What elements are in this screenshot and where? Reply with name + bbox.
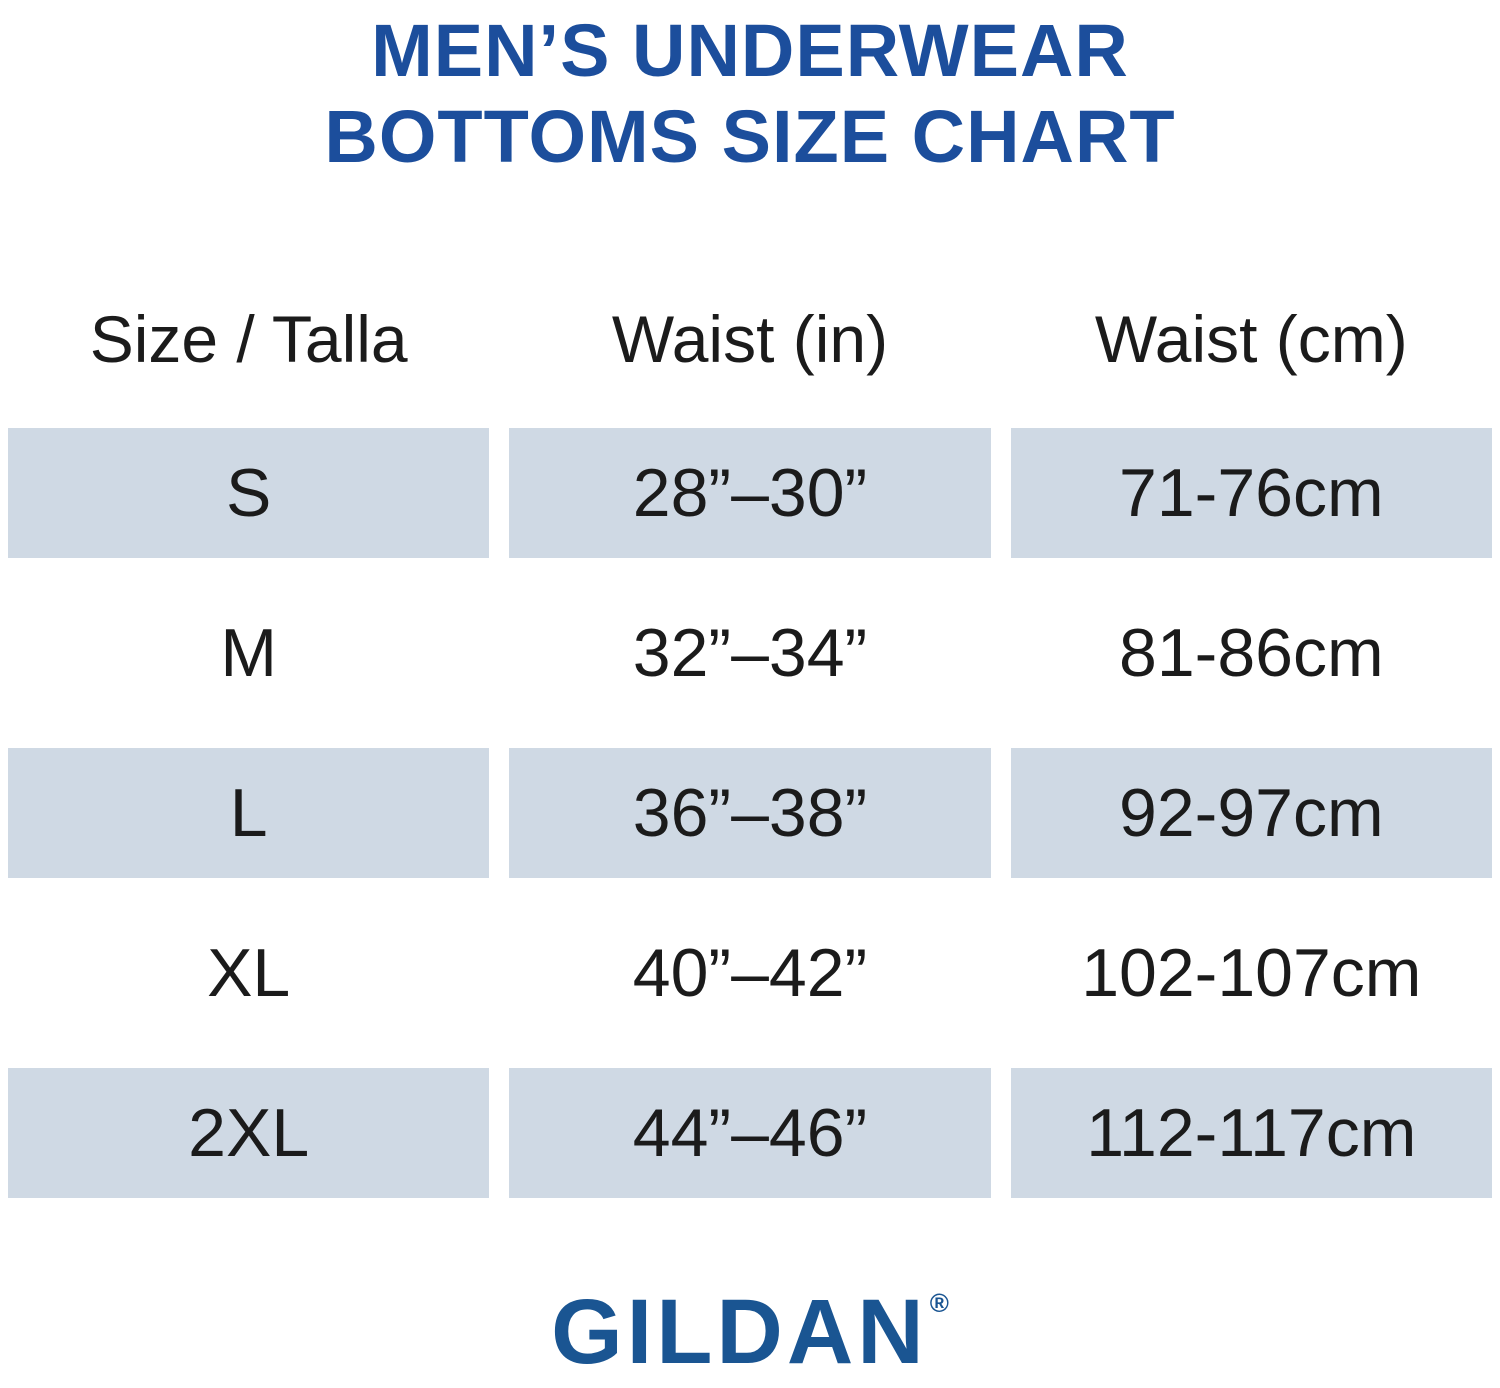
waist-in-cell: 28”–30” [509,428,990,558]
waist-in-cell: 40”–42” [632,935,868,1011]
waist-in-cell: 36”–38” [509,748,990,878]
page-title [0,0,1500,180]
waist-cm-cell: 71-76cm [1011,428,1492,558]
size-cell: S [8,428,489,558]
registered-trademark-icon: ® [929,1288,949,1318]
size-cell: L [8,748,489,878]
size-cell: M [220,615,277,691]
waist-in-cell: 44”–46” [509,1068,990,1198]
brand-logo [0,1198,1500,1383]
brand-wordmark: GILDAN [551,1281,928,1383]
table-row-m [0,558,1500,748]
table-header-row [0,180,1500,428]
waist-cm-cell: 112-117cm [1011,1068,1492,1198]
table-row-s [0,428,1500,558]
table-row-2xl [0,1068,1500,1198]
size-cell: 2XL [8,1068,489,1198]
waist-cm-cell: 81-86cm [1119,615,1384,691]
waist-in-cell: 32”–34” [632,615,868,691]
header-cell-waist-cm: Waist (cm) [1094,302,1408,376]
page-title-line1: MEN’S UNDERWEAR [371,9,1129,92]
size-cell: XL [207,935,291,1011]
header-cell-waist-in: Waist (in) [611,302,889,376]
table-row-l [0,748,1500,878]
waist-cm-cell: 102-107cm [1081,935,1422,1011]
page-title-line2: BOTTOMS SIZE CHART [324,95,1176,178]
waist-cm-cell: 92-97cm [1011,748,1492,878]
table-row-xl [0,878,1500,1068]
header-cell-size: Size / Talla [89,302,408,376]
